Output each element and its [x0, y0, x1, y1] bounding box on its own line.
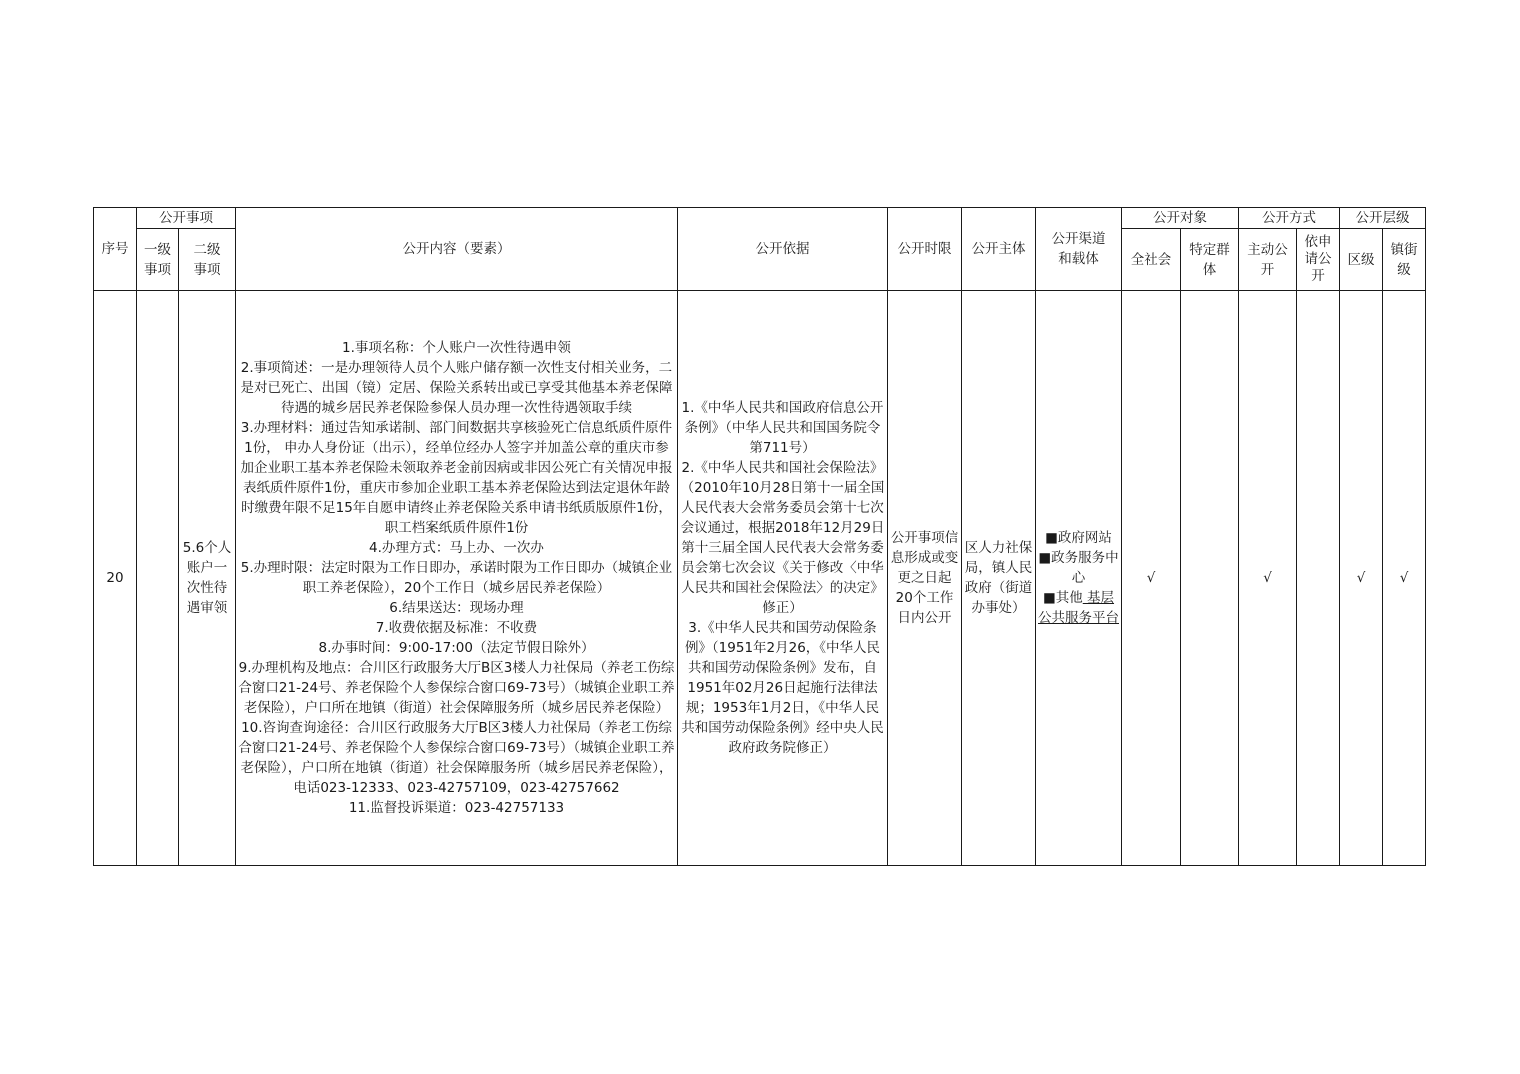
channel-item-underlined: 基层公共服务平台 — [1038, 590, 1119, 626]
content-line: 10.咨询查询途径：合川区行政服务大厅B区3楼人力社保局（养老工伤综合窗口21-24号、养老保险个人参保综合窗口69-73号）（城镇企业职工养老保险），户口所在地镇（街道）社会保障服务所（城乡居民养老保险），电话023-12333、023-42757109，023-42757662 — [238, 720, 675, 796]
content-line: 7.收费依据及标准：不收费 — [375, 620, 538, 636]
header-level1: 一级 事项 — [137, 229, 179, 291]
content-line: 3.办理材料：通过告知承诺制、部门间数据共享核验死亡信息纸质件原件1份， 申办人身份证（出示），经单位经办人签字并加盖公章的重庆市参加企业职工基本养老保险未领取养老金前因病或非因公死亡有关情况申报表纸质件原件1份，重庆市参加企业职工基本养老保险达到法定退休年龄时缴费年限不足15年自愿申请终止养老保险关系申请书纸质版原件1份，职工档案纸质件原件1份 — [240, 420, 673, 536]
table-row — [94, 291, 1426, 866]
header-method-group: 公开方式 — [1239, 208, 1340, 229]
basis-line: 1.《中华人民共和国政府信息公开条例》（中华人民共和国国务院令第711号） — [681, 400, 884, 456]
channel-item — [1038, 588, 1119, 628]
header-basis: 公开依据 — [678, 208, 888, 291]
channel-item: ■政府网站 — [1045, 530, 1112, 546]
check-whole-society: √ — [1122, 291, 1181, 866]
header-specific-group: 特定群 体 — [1181, 229, 1239, 291]
header-content: 公开内容（要素） — [236, 208, 678, 291]
header-active: 主动公 开 — [1239, 229, 1297, 291]
content-line: 8.办事时间：9:00-17:00（法定节假日除外） — [318, 640, 595, 656]
header-level-group: 公开层级 — [1340, 208, 1426, 229]
header-seq: 序号 — [94, 208, 137, 291]
check-on-request — [1297, 291, 1340, 866]
channel-item: ■政务服务中心 — [1038, 550, 1119, 586]
header-target-group: 公开对象 — [1122, 208, 1239, 229]
header-time: 公开时限 — [888, 208, 962, 291]
header-town: 镇街 级 — [1383, 229, 1426, 291]
disclosure-table — [93, 207, 1426, 866]
check-active: √ — [1239, 291, 1297, 866]
row-basis — [678, 291, 888, 866]
content-line: 4.办理方式：马上办、一次办 — [369, 540, 544, 556]
header-matter-group: 公开事项 — [137, 208, 236, 229]
row-seq: 20 — [94, 291, 137, 866]
header-level2: 二级 事项 — [179, 229, 236, 291]
header-on-request: 依申 请公 开 — [1297, 229, 1340, 291]
header-subject: 公开主体 — [962, 208, 1036, 291]
row-content — [236, 291, 678, 866]
content-line: 1.事项名称：个人账户一次性待遇申领 — [342, 340, 571, 356]
header-channel: 公开渠道 和载体 — [1036, 208, 1122, 291]
header-district: 区级 — [1340, 229, 1383, 291]
content-line: 6.结果送达：现场办理 — [389, 600, 524, 616]
content-line: 9.办理机构及地点：合川区行政服务大厅B区3楼人力社保局（养老工伤综合窗口21-24号、养老保险个人参保综合窗口69-73号）（城镇企业职工养老保险），户口所在地镇（街道）社会保障服务所（城乡居民养老保险） — [238, 660, 675, 716]
row-level1 — [137, 291, 179, 866]
content-line: 11.监督投诉渠道：023-42757133 — [348, 800, 565, 816]
basis-line: 2.《中华人民共和国社会保险法》（2010年10月28日第十一届全国人民代表大会常务委员会第十七次会议通过，根据2018年12月29日第十三届全国人民代表大会常务委员会第七次会议《关于修改〈中华人民共和国社会保险法〉的决定》修正） — [680, 460, 885, 616]
check-district: √ — [1340, 291, 1383, 866]
check-specific-group — [1181, 291, 1239, 866]
content-line: 2.事项简述：一是办理领待人员个人账户储存额一次性支付相关业务，二是对已死亡、出国（镜）定居、保险关系转出或已享受其他基本养老保障待遇的城乡居民养老保险参保人员办理一次性待遇领取手续 — [240, 360, 673, 416]
header-whole-society: 全社会 — [1122, 229, 1181, 291]
basis-line: 3.《中华人民共和国劳动保险条例》（1951年2月26，《中华人民共和国劳动保险条例》发布，自1951年02月26日起施行法律法规；1953年1月2日，《中华人民共和国劳动保险条例》经中央人民政府政务院修正） — [681, 620, 884, 756]
channel-item-prefix: ■其他 — [1042, 590, 1083, 606]
row-level2: 5.6个人账户一次性待遇审领 — [179, 291, 236, 866]
row-subject: 区人力社保局，镇人民政府（街道办事处） — [962, 291, 1036, 866]
row-time: 公开事项信息形成或变更之日起20个工作日内公开 — [888, 291, 962, 866]
check-town: √ — [1383, 291, 1426, 866]
row-channel — [1036, 291, 1122, 866]
content-line: 5.办理时限：法定时限为工作日即办，承诺时限为工作日即办（城镇企业职工养老保险），20个工作日（城乡居民养老保险） — [240, 560, 673, 596]
